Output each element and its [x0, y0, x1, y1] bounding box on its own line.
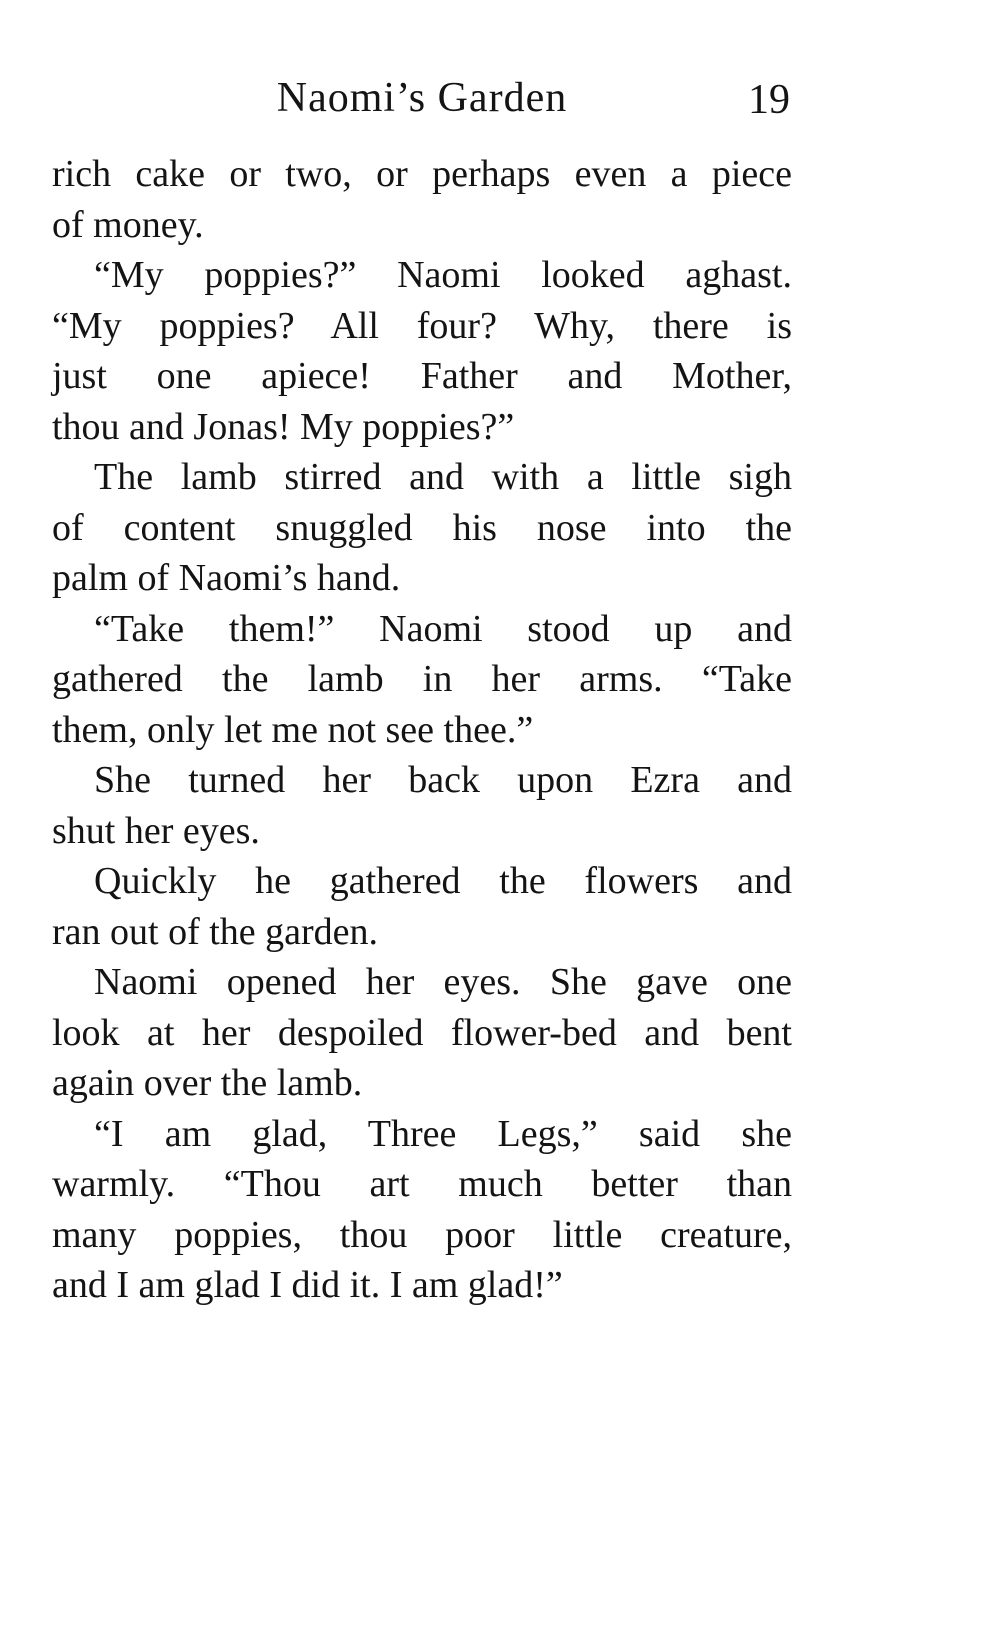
text-line: palm of Naomi’s hand. — [52, 557, 401, 599]
text-line: again over the lamb. — [52, 1062, 363, 1104]
text-line: rich cake or two, or perhaps even a piece — [52, 153, 792, 195]
text-line: of content snuggled his nose into the — [52, 506, 792, 549]
text-line: “My poppies?” Naomi looked aghast. — [94, 254, 792, 296]
text-line: thou and Jonas! My poppies?” — [52, 405, 515, 448]
text-line: warmly. “Thou art much better than — [52, 1163, 792, 1205]
text-line: “Take them!” Naomi stood up and — [94, 607, 792, 650]
text-line: “I am glad, Three Legs,” said she — [94, 1112, 792, 1155]
text-line: ran out of the garden. — [52, 910, 379, 953]
body-text — [52, 149, 792, 1311]
running-head — [52, 68, 792, 128]
text-line: look at her despoiled flower-bed and bent — [52, 1011, 792, 1054]
text-line: The lamb stirred and with a little sigh — [94, 456, 792, 498]
text-line: Naomi opened her eyes. She gave one — [94, 961, 792, 1003]
chapter-title: Naomi’s Garden — [276, 75, 568, 121]
text-line: shut her eyes. — [52, 809, 260, 852]
text-line: of money. — [52, 203, 204, 246]
text-line: and I am glad I did it. I am glad!” — [52, 1264, 563, 1306]
text-line: Quickly he gathered the flowers and — [94, 860, 792, 902]
page-number: 19 — [748, 77, 790, 123]
text-line: just one apiece! Father and Mother, — [52, 355, 792, 397]
text-line: many poppies, thou poor little creature, — [52, 1213, 792, 1256]
text-line: “My poppies? All four? Why, there is — [52, 304, 792, 347]
text-line: them, only let me not see thee.” — [52, 708, 534, 751]
text-line: gathered the lamb in her arms. “Take — [52, 658, 792, 700]
text-line: She turned her back upon Ezra and — [94, 759, 792, 801]
